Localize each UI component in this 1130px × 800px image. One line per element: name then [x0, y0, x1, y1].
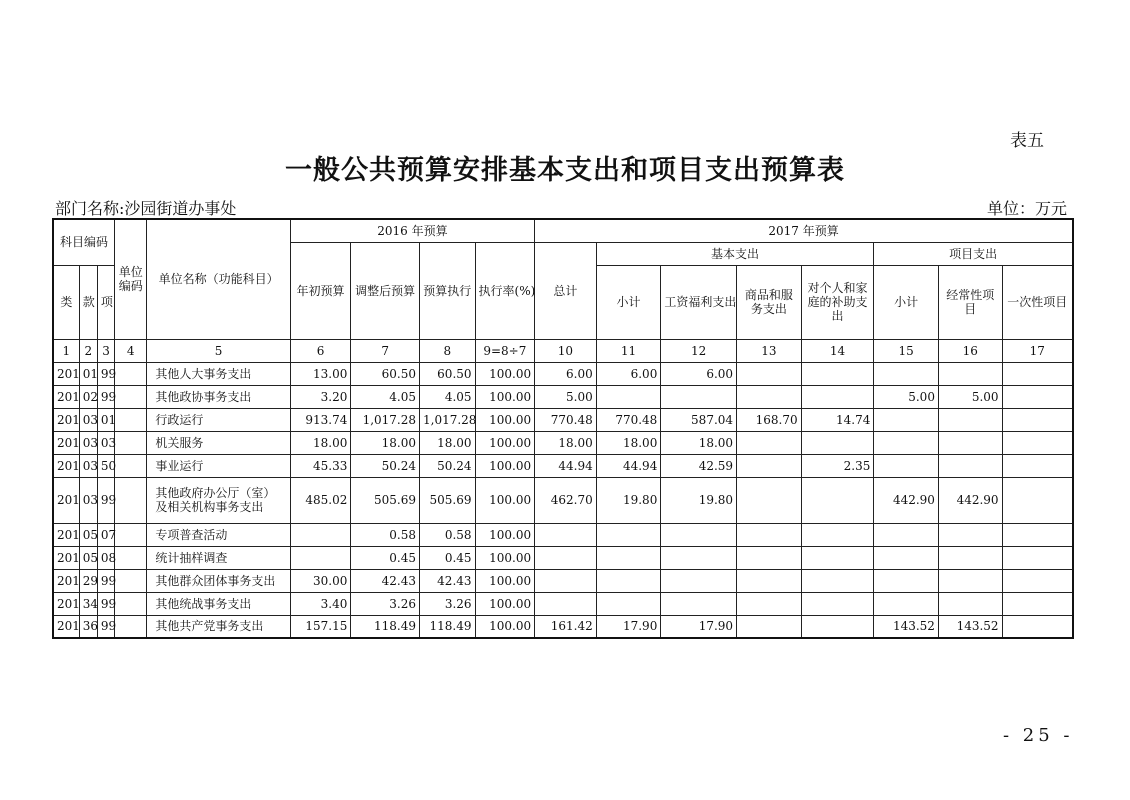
lei-cell: 201 — [53, 477, 79, 523]
xiang-cell: 99 — [97, 615, 114, 638]
unit-code-header: 单位编码 — [115, 219, 147, 339]
unit-name-cell: 其他群众团体事务支出 — [147, 569, 290, 592]
adjusted-budget-cell: 1,017.28 — [351, 408, 420, 431]
kuan-cell: 03 — [79, 408, 97, 431]
xiang-cell: 03 — [97, 431, 114, 454]
basic-subtotal-cell — [596, 592, 661, 615]
individual-family-subsidy-header: 对个人和家庭的补助支出 — [801, 265, 874, 339]
initial-budget-cell: 45.33 — [290, 454, 351, 477]
lei-cell: 201 — [53, 592, 79, 615]
unit-name-cell: 专项普查活动 — [147, 523, 290, 546]
execution-rate-cell: 100.00 — [475, 615, 535, 638]
subject-code-header: 科目编码 — [53, 219, 115, 265]
column-number-row — [53, 339, 1073, 362]
initial-budget-cell: 30.00 — [290, 569, 351, 592]
total-cell — [535, 569, 597, 592]
page-title: 一般公共预算安排基本支出和项目支出预算表 — [285, 155, 845, 186]
kuan-cell: 03 — [79, 454, 97, 477]
table-row — [53, 454, 1073, 477]
budget-table — [52, 218, 1074, 639]
subsidy-cell — [801, 523, 874, 546]
lei-cell: 201 — [53, 362, 79, 385]
table-row — [53, 569, 1073, 592]
xiang-cell: 99 — [97, 569, 114, 592]
salary-welfare-cell: 587.04 — [661, 408, 737, 431]
budget-execution-cell: 1,017.28 — [420, 408, 476, 431]
lei-cell: 201 — [53, 546, 79, 569]
initial-budget-cell — [290, 546, 351, 569]
goods-services-cell — [737, 523, 802, 546]
lei-cell: 201 — [53, 385, 79, 408]
unit-code-cell — [115, 615, 147, 638]
colnum: 9=8÷7 — [475, 339, 535, 362]
execution-rate-cell: 100.00 — [475, 454, 535, 477]
goods-services-cell — [737, 385, 802, 408]
project-subtotal-cell: 143.52 — [874, 615, 939, 638]
budget-execution-cell: 505.69 — [420, 477, 476, 523]
department-label: 部门名称:沙园街道办事处 — [55, 199, 237, 218]
goods-services-header: 商品和服务支出 — [737, 265, 802, 339]
budget-2016-header: 2016 年预算 — [290, 219, 534, 242]
unit-name-header: 单位名称（功能科目） — [147, 219, 290, 339]
initial-budget-cell: 13.00 — [290, 362, 351, 385]
colnum: 16 — [938, 339, 1002, 362]
initial-budget-cell: 913.74 — [290, 408, 351, 431]
adjusted-budget-cell: 0.58 — [351, 523, 420, 546]
colnum: 12 — [661, 339, 737, 362]
salary-welfare-cell — [661, 546, 737, 569]
initial-budget-cell — [290, 523, 351, 546]
unit-code-cell — [115, 523, 147, 546]
recurring-project-cell — [938, 592, 1002, 615]
onetime-project-cell — [1002, 431, 1073, 454]
lei-header: 类 — [53, 265, 79, 339]
basic-subtotal-cell — [596, 385, 661, 408]
lei-cell: 201 — [53, 523, 79, 546]
goods-services-cell — [737, 569, 802, 592]
project-subtotal-cell — [874, 408, 939, 431]
table-row — [53, 546, 1073, 569]
xiang-cell: 99 — [97, 385, 114, 408]
basic-subtotal-cell: 770.48 — [596, 408, 661, 431]
colnum: 8 — [420, 339, 476, 362]
table-row — [53, 431, 1073, 454]
colnum: 10 — [535, 339, 597, 362]
table-row — [53, 477, 1073, 523]
unit-code-cell — [115, 569, 147, 592]
onetime-project-cell — [1002, 385, 1073, 408]
onetime-project-cell — [1002, 615, 1073, 638]
unit-name-cell: 其他政府办公厅（室）及相关机构事务支出 — [147, 477, 290, 523]
xiang-cell: 99 — [97, 477, 114, 523]
subsidy-cell — [801, 615, 874, 638]
salary-welfare-cell: 18.00 — [661, 431, 737, 454]
project-subtotal-cell: 442.90 — [874, 477, 939, 523]
salary-welfare-cell — [661, 592, 737, 615]
goods-services-cell — [737, 454, 802, 477]
subsidy-cell: 2.35 — [801, 454, 874, 477]
project-subtotal-cell — [874, 569, 939, 592]
basic-subtotal-cell: 18.00 — [596, 431, 661, 454]
colnum: 4 — [115, 339, 147, 362]
table-label: 表五 — [1010, 131, 1044, 151]
unit-name-cell: 其他人大事务支出 — [147, 362, 290, 385]
execution-rate-cell: 100.00 — [475, 592, 535, 615]
subsidy-cell — [801, 385, 874, 408]
table-row — [53, 592, 1073, 615]
project-subtotal-cell — [874, 362, 939, 385]
kuan-cell: 03 — [79, 477, 97, 523]
initial-budget-cell: 485.02 — [290, 477, 351, 523]
basic-subtotal-cell: 44.94 — [596, 454, 661, 477]
salary-welfare-cell: 17.90 — [661, 615, 737, 638]
project-subtotal-header: 小计 — [874, 265, 939, 339]
kuan-cell: 01 — [79, 362, 97, 385]
unit-name-cell: 统计抽样调查 — [147, 546, 290, 569]
xiang-header: 项 — [97, 265, 114, 339]
colnum: 14 — [801, 339, 874, 362]
project-subtotal-cell — [874, 523, 939, 546]
adjusted-budget-header: 调整后预算 — [351, 242, 420, 339]
unit-code-cell — [115, 592, 147, 615]
basic-subtotal-cell: 6.00 — [596, 362, 661, 385]
project-subtotal-cell: 5.00 — [874, 385, 939, 408]
onetime-project-cell — [1002, 546, 1073, 569]
colnum: 5 — [147, 339, 290, 362]
page-number: - 25 - — [1003, 725, 1074, 746]
execution-rate-cell: 100.00 — [475, 477, 535, 523]
data-rows — [53, 362, 1073, 638]
colnum: 7 — [351, 339, 420, 362]
recurring-project-cell — [938, 362, 1002, 385]
initial-budget-cell: 3.40 — [290, 592, 351, 615]
unit-name-cell: 其他政协事务支出 — [147, 385, 290, 408]
subsidy-cell — [801, 477, 874, 523]
recurring-project-cell — [938, 454, 1002, 477]
goods-services-cell — [737, 362, 802, 385]
basic-subtotal-cell: 19.80 — [596, 477, 661, 523]
goods-services-cell: 168.70 — [737, 408, 802, 431]
goods-services-cell — [737, 615, 802, 638]
recurring-project-cell — [938, 431, 1002, 454]
goods-services-cell — [737, 431, 802, 454]
project-expenditure-header: 项目支出 — [874, 242, 1073, 265]
total-cell — [535, 523, 597, 546]
recurring-project-cell — [938, 523, 1002, 546]
execution-rate-cell: 100.00 — [475, 385, 535, 408]
kuan-header: 款 — [79, 265, 97, 339]
recurring-project-cell: 442.90 — [938, 477, 1002, 523]
execution-rate-cell: 100.00 — [475, 362, 535, 385]
lei-cell: 201 — [53, 615, 79, 638]
recurring-project-header: 经常性项目 — [938, 265, 1002, 339]
execution-rate-cell: 100.00 — [475, 431, 535, 454]
onetime-project-cell — [1002, 477, 1073, 523]
salary-welfare-cell: 19.80 — [661, 477, 737, 523]
recurring-project-cell — [938, 546, 1002, 569]
kuan-cell: 29 — [79, 569, 97, 592]
kuan-cell: 03 — [79, 431, 97, 454]
total-cell: 462.70 — [535, 477, 597, 523]
basic-subtotal-cell: 17.90 — [596, 615, 661, 638]
salary-welfare-cell — [661, 569, 737, 592]
initial-budget-cell: 3.20 — [290, 385, 351, 408]
salary-welfare-cell — [661, 385, 737, 408]
adjusted-budget-cell: 42.43 — [351, 569, 420, 592]
salary-welfare-cell: 6.00 — [661, 362, 737, 385]
recurring-project-cell — [938, 408, 1002, 431]
table-row — [53, 362, 1073, 385]
colnum: 3 — [97, 339, 114, 362]
subsidy-cell — [801, 431, 874, 454]
total-cell — [535, 546, 597, 569]
colnum: 17 — [1002, 339, 1073, 362]
basic-subtotal-cell — [596, 569, 661, 592]
adjusted-budget-cell: 50.24 — [351, 454, 420, 477]
colnum: 13 — [737, 339, 802, 362]
budget-execution-cell: 50.24 — [420, 454, 476, 477]
recurring-project-cell: 5.00 — [938, 385, 1002, 408]
total-cell: 161.42 — [535, 615, 597, 638]
project-subtotal-cell — [874, 431, 939, 454]
unit-code-cell — [115, 546, 147, 569]
colnum: 15 — [874, 339, 939, 362]
onetime-project-cell — [1002, 362, 1073, 385]
basic-expenditure-header: 基本支出 — [596, 242, 874, 265]
budget-execution-header: 预算执行 — [420, 242, 476, 339]
xiang-cell: 50 — [97, 454, 114, 477]
adjusted-budget-cell: 118.49 — [351, 615, 420, 638]
subsidy-cell — [801, 546, 874, 569]
adjusted-budget-cell: 60.50 — [351, 362, 420, 385]
lei-cell: 201 — [53, 408, 79, 431]
execution-rate-cell: 100.00 — [475, 569, 535, 592]
onetime-project-cell — [1002, 592, 1073, 615]
execution-rate-cell: 100.00 — [475, 408, 535, 431]
colnum: 6 — [290, 339, 351, 362]
table-row — [53, 523, 1073, 546]
unit-code-cell — [115, 431, 147, 454]
lei-cell: 201 — [53, 454, 79, 477]
salary-welfare-cell: 42.59 — [661, 454, 737, 477]
budget-2017-header: 2017 年预算 — [535, 219, 1073, 242]
unit-name-cell: 机关服务 — [147, 431, 290, 454]
unit-code-cell — [115, 408, 147, 431]
total-cell — [535, 592, 597, 615]
subsidy-cell: 14.74 — [801, 408, 874, 431]
initial-budget-header: 年初预算 — [290, 242, 351, 339]
xiang-cell: 99 — [97, 592, 114, 615]
unit-name-cell: 行政运行 — [147, 408, 290, 431]
budget-execution-cell: 4.05 — [420, 385, 476, 408]
budget-execution-cell: 3.26 — [420, 592, 476, 615]
table-row — [53, 385, 1073, 408]
budget-execution-cell: 0.45 — [420, 546, 476, 569]
initial-budget-cell: 18.00 — [290, 431, 351, 454]
unit-code-cell — [115, 477, 147, 523]
total-cell: 44.94 — [535, 454, 597, 477]
adjusted-budget-cell: 0.45 — [351, 546, 420, 569]
onetime-project-cell — [1002, 569, 1073, 592]
adjusted-budget-cell: 3.26 — [351, 592, 420, 615]
onetime-project-header: 一次性项目 — [1002, 265, 1073, 339]
project-subtotal-cell — [874, 546, 939, 569]
adjusted-budget-cell: 505.69 — [351, 477, 420, 523]
table-row — [53, 408, 1073, 431]
salary-welfare-cell — [661, 523, 737, 546]
budget-execution-cell: 118.49 — [420, 615, 476, 638]
budget-execution-cell: 18.00 — [420, 431, 476, 454]
total-cell: 18.00 — [535, 431, 597, 454]
recurring-project-cell — [938, 569, 1002, 592]
budget-execution-cell: 0.58 — [420, 523, 476, 546]
unit-code-cell — [115, 362, 147, 385]
basic-subtotal-header: 小计 — [596, 265, 661, 339]
table-row — [53, 615, 1073, 638]
xiang-cell: 07 — [97, 523, 114, 546]
unit-label: 单位：万元 — [987, 199, 1068, 218]
unit-name-cell: 事业运行 — [147, 454, 290, 477]
budget-execution-cell: 42.43 — [420, 569, 476, 592]
kuan-cell: 05 — [79, 546, 97, 569]
budget-execution-cell: 60.50 — [420, 362, 476, 385]
xiang-cell: 99 — [97, 362, 114, 385]
onetime-project-cell — [1002, 454, 1073, 477]
onetime-project-cell — [1002, 523, 1073, 546]
colnum: 1 — [53, 339, 79, 362]
adjusted-budget-cell: 4.05 — [351, 385, 420, 408]
header-row-1 — [53, 219, 1073, 242]
colnum: 11 — [596, 339, 661, 362]
kuan-cell: 36 — [79, 615, 97, 638]
lei-cell: 201 — [53, 431, 79, 454]
total-cell: 5.00 — [535, 385, 597, 408]
goods-services-cell — [737, 592, 802, 615]
initial-budget-cell: 157.15 — [290, 615, 351, 638]
goods-services-cell — [737, 546, 802, 569]
goods-services-cell — [737, 477, 802, 523]
kuan-cell: 34 — [79, 592, 97, 615]
subsidy-cell — [801, 569, 874, 592]
execution-rate-header: 执行率(%) — [475, 242, 535, 339]
execution-rate-cell: 100.00 — [475, 546, 535, 569]
total-cell: 6.00 — [535, 362, 597, 385]
unit-name-cell: 其他共产党事务支出 — [147, 615, 290, 638]
total-header: 总计 — [535, 242, 597, 339]
unit-name-cell: 其他统战事务支出 — [147, 592, 290, 615]
basic-subtotal-cell — [596, 546, 661, 569]
xiang-cell: 08 — [97, 546, 114, 569]
subsidy-cell — [801, 362, 874, 385]
kuan-cell: 05 — [79, 523, 97, 546]
subsidy-cell — [801, 592, 874, 615]
lei-cell: 201 — [53, 569, 79, 592]
kuan-cell: 02 — [79, 385, 97, 408]
salary-welfare-header: 工资福利支出 — [661, 265, 737, 339]
project-subtotal-cell — [874, 454, 939, 477]
onetime-project-cell — [1002, 408, 1073, 431]
project-subtotal-cell — [874, 592, 939, 615]
unit-code-cell — [115, 454, 147, 477]
xiang-cell: 01 — [97, 408, 114, 431]
adjusted-budget-cell: 18.00 — [351, 431, 420, 454]
basic-subtotal-cell — [596, 523, 661, 546]
recurring-project-cell: 143.52 — [938, 615, 1002, 638]
execution-rate-cell: 100.00 — [475, 523, 535, 546]
colnum: 2 — [79, 339, 97, 362]
unit-code-cell — [115, 385, 147, 408]
total-cell: 770.48 — [535, 408, 597, 431]
